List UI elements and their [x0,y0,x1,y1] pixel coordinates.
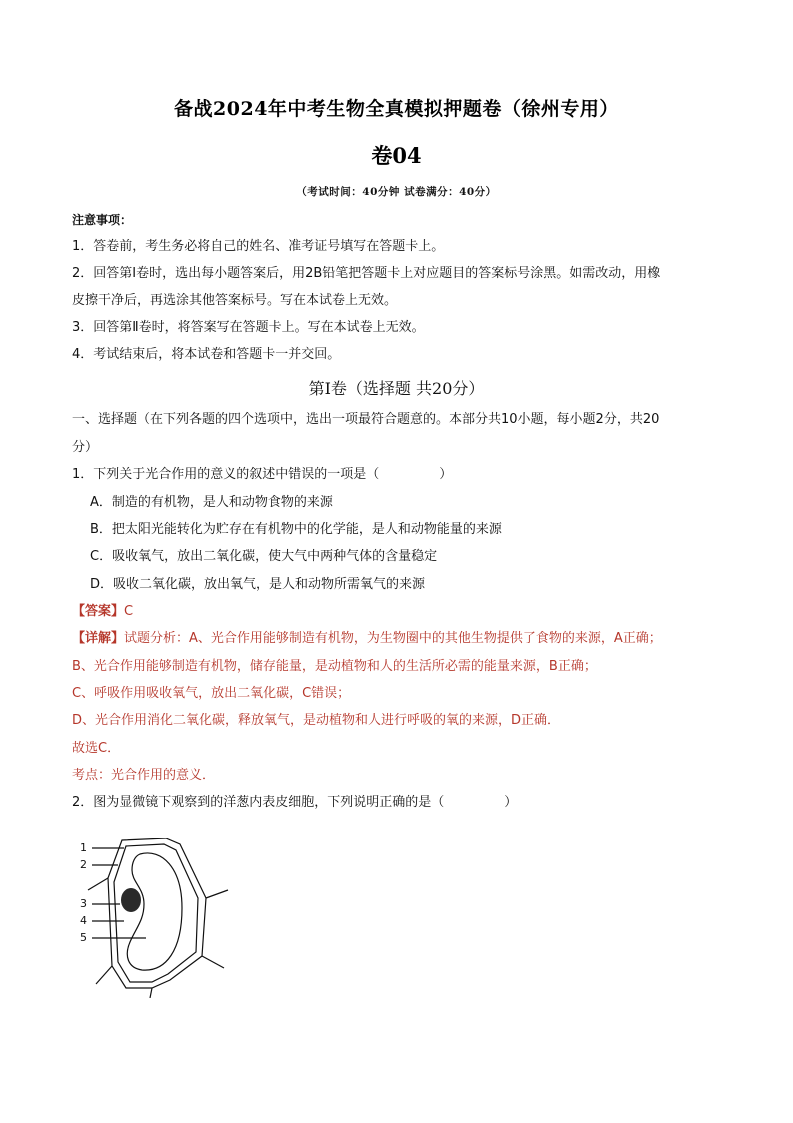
question-2-stem-end: ） [504,795,518,810]
exam-subtitle: 卷04 [371,143,422,168]
notice-item: 3．回答第Ⅱ卷时，将答案写在答题卡上。写在本试卷上无效。 [72,320,425,335]
notice-heading: 注意事项： [72,213,133,227]
detail-label: 【详解】 [72,631,125,646]
neighbor-cell-line [88,878,108,890]
diagram-label-5: 5 [80,931,87,944]
exam-time-info: （考试时间：40分钟 试卷满分：40分） [296,186,497,198]
notice-item: 2．回答第Ⅰ卷时，选出每小题答案后，用2B铅笔把答题卡上对应题目的答案标号涂黑。如需改动，用橡 [72,266,661,281]
diagram-label-4: 4 [80,914,87,927]
detail-line: B、光合作用能够制造有机物，储存能量，是动植物和人的生活所必需的能量来源，B正确； [72,659,597,674]
answer-label: 【答案】 [72,604,125,619]
answer-value: C [124,604,134,619]
neighbor-cell-line [96,966,112,984]
question-1-option-c: C．吸收氧气，放出二氧化碳，使大气中两种气体的含量稳定 [90,549,438,564]
neighbor-cell-line [202,956,224,968]
question-1-stem-end: ） [439,467,453,482]
cell-wall-outer [108,838,206,988]
question-1-option-b: B．把太阳光能转化为贮存在有机物中的化学能，是人和动物能量的来源 [90,522,502,537]
notice-item: 皮擦干净后，再选涂其他答案标号。写在本试卷上无效。 [72,293,398,308]
detail-line: 试题分析：A、光合作用能够制造有机物，为生物圈中的其他生物提供了食物的来源，A正确； [124,631,662,646]
notice-item: 1．答卷前，考生务必将自己的姓名、准考证号填写在答题卡上。 [72,239,445,254]
question-2-stem-text: 2．图为显微镜下观察到的洋葱内表皮细胞，下列说明正确的是（ [72,795,445,810]
question-2-stem [72,794,517,812]
diagram-label-3: 3 [80,897,87,910]
nucleus [121,888,141,912]
question-1-stem-text: 1．下列关于光合作用的意义的叙述中错误的一项是（ [72,467,380,482]
exam-title: 备战2024年中考生物全真模拟押题卷（徐州专用） [174,98,619,120]
detail-line: D、光合作用消化二氧化碳，释放氧气，是动植物和人进行呼吸的氧的来源，D正确． [72,713,561,728]
detail-line: 考点：光合作用的意义． [72,768,216,783]
detail-line: 故选C． [72,741,121,756]
section-instruction: 一、选择题（在下列各题的四个选项中，选出一项最符合题意的。本部分共10小题，每小题2分，共20 [72,412,660,427]
question-1-detail [72,630,662,648]
neighbor-cell-line [150,988,152,998]
question-1-option-a: A．制造的有机物，是人和动物食物的来源 [90,495,333,510]
onion-cell-diagram [78,838,238,998]
question-1-stem [72,466,452,484]
diagram-label-1: 1 [80,841,87,854]
diagram-label-2: 2 [80,858,87,871]
section-instruction-cont: 分） [72,440,99,455]
detail-line: C、呼吸作用吸收氧气，放出二氧化碳，C错误； [72,686,351,701]
section-title: 第Ⅰ卷（选择题 共20分） [308,379,485,398]
notice-item: 4．考试结束后，将本试卷和答题卡一并交回。 [72,347,341,362]
cell-wall-inner [114,844,198,982]
cell-membrane-vacuole [127,853,182,970]
question-1-answer [72,603,133,621]
neighbor-cell-line [206,890,228,898]
question-1-option-d: D．吸收二氧化碳，放出氧气，是人和动物所需氧气的来源 [90,577,426,592]
